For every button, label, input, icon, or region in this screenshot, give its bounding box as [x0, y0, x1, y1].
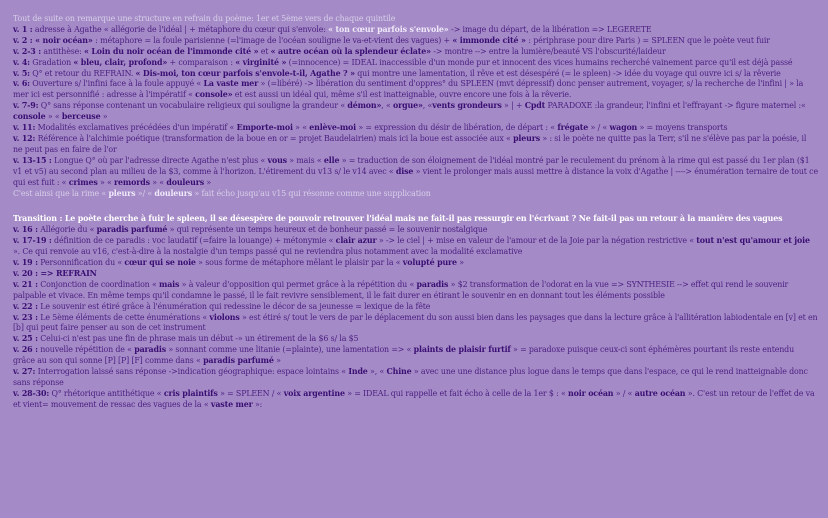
- transition-heading: Transition : Le poète cherche à fuir le spleen, il se désespère de pouvoir retrouver l'idéal mais ne fait-il pas ressurgir en l'écrivant ? Ne fait-il pas un retour à la manière des vagues: [13, 214, 783, 224]
- quote: douleurs: [154, 188, 193, 198]
- quote: wagon: [609, 123, 638, 133]
- quote: vous: [267, 155, 287, 165]
- note-v23: v. 23 : Le 5ème éléments de cette énumérations « violons » est étiré s/ tout le vers de par le déplacement du son aussi bien dans les paysages que dans la lecture grâce à l'allitération labiodentale en [v] et en [b] qui peut faire penser au son de cet instrument: [13, 312, 818, 333]
- note-v25: v. 25 : Celui-ci n'est pas une fin de phrase mais un début -» un étirement de la $6 s/ la $5: [13, 334, 359, 344]
- note-v1: v. 1 : adresse à Agathe « allégorie de l'idéal | + métaphore du cœur qui s'envole: « ton cœur parfois s'envole» -> image du départ, de la libération => LEGERETE: [13, 24, 652, 34]
- verse-ref: v. 2 :: [13, 35, 33, 45]
- note-v28-30: v. 28-30: Q° rhétorique antithétique « cris plaintifs » = SPLEEN / « voix argentine » = IDEAL qui rappelle et fait écho à celle de la 1er $ : « noir océan » / « autre océan ». C'est un retour de l'effet de va et vient= mouvement de ressac des vagues de la « vaste mer »:: [13, 388, 815, 409]
- quote: « noir océan»: [32, 35, 96, 45]
- note-v19: v. 19 : Personnification du « cœur qui se noie » sous forme de métaphore mêlant le plaisir par la « volupté pure »: [13, 258, 464, 268]
- verse-ref: v. 26 :: [13, 345, 38, 355]
- closing-line: C'est ainsi que la rime « pleurs »/ « douleurs » fait écho jusqu'au v15 qui résonne comme une supplication: [13, 188, 431, 198]
- note-v22: v. 22 : Le souvenir est étiré grâce à l'énumération qui redessine le décor de sa jeunesse = lexique de la fête: [13, 301, 431, 311]
- quote: remords: [114, 177, 150, 187]
- verse-ref: v. 19 :: [13, 258, 38, 268]
- note-v5: v. 5: Q° et retour du REFRAIN. « Dis-moi, ton cœur parfois s'envole-t-il, Agathe ? » qui montre une lamentation, il rêve et est désespéré (= le spleen) -> idée du voyage qui ouvre ici s/ la rêverie: [13, 68, 781, 78]
- quote: La vaste mer: [203, 79, 259, 89]
- quote: plaints de plaisir furtif: [413, 345, 511, 355]
- quote: « Dis-moi, ton cœur parfois s'envole-t-il, Agathe ? »: [135, 68, 355, 78]
- note-v2-3: v. 2-3 : antithèse: « Loin du noir océan de l'immonde cité » et « autre océan où la splendeur éclate» -> montre --> entre la lumière/beauté VS l'obscurité/laideur: [13, 46, 666, 56]
- note-v21: v. 21 : Conjonction de coordination « mais » à valeur d'opposition qui permet grâce à la répétition du « paradis » $2 transformation de l'odorat en la vue => SYNTHESIE --> effet qui rend le souvenir palpable et vivace. En même temps qu'il condamne le passé, il le fait revivre sensiblement, il le fait durer en étirant le souvenir en en donnant tout les éléments possible: [13, 279, 789, 300]
- verse-ref: v. 16 :: [13, 225, 38, 235]
- note-v16: v. 16 : Allégorie du « paradis parfumé » qui représente un temps heureux et de bonheur passé = le souvenir nostalgique: [13, 225, 488, 235]
- quote: noir océan: [568, 388, 614, 398]
- verse-ref: v. 22 :: [13, 301, 38, 311]
- quote: voix argentine: [283, 388, 345, 398]
- quote: paradis parfumé: [203, 356, 274, 366]
- abbrev: Cpdt: [524, 101, 546, 111]
- verse-ref: v. 28-30:: [13, 388, 50, 398]
- section-gap: [13, 199, 818, 206]
- quote: Chine: [386, 367, 412, 377]
- verse-ref: v. 25 :: [13, 334, 38, 344]
- quote: « ton cœur parfois s'envole»: [328, 24, 452, 34]
- note-v20: [13, 269, 818, 280]
- verse-ref: v. 13-15 :: [13, 155, 52, 165]
- verse-ref: v. 23 :: [13, 312, 38, 322]
- quote: « immonde cité »: [452, 35, 529, 45]
- verse-ref: v. 21 :: [13, 279, 38, 289]
- quote: pleurs: [513, 133, 541, 143]
- quote: berceuse: [61, 112, 101, 122]
- note-v12: v. 12: Référence à l'alchimie poétique (transformation de la boue en or = projet Baudelairien) mais ici la boue est associée aux « pleurs » : si le poète ne quitte pas la Terr, s'il ne s'élève pas par la poésie, il ne peut pas en faire de l'or: [13, 133, 807, 154]
- quote: elle: [323, 155, 340, 165]
- quote: Emporte-moi: [236, 123, 293, 133]
- quote: crimes: [68, 177, 98, 187]
- quote: volupté pure: [402, 258, 457, 268]
- note-v13-15: v. 13-15 : Longue Q° où par l'adresse directe Agathe n'est plus « vous » mais « elle » = traduction de son éloignement de l'idéal montré par le reculement du prénom à la rime qui est passé du 1er plan ($1 v1 et v5) au second plan au milieu de la $3, comme à l'horizon. L'étirement du v13 s/ le v14 avec « dise » vient le prolonger mais aussi mettre à distance la voix d'Agathe | ----> énumération ternaire de tout ce qui est fuit : « crimes » « remords » « douleurs »: [13, 155, 818, 187]
- note-v11: v. 11: Modalités exclamatives précédées d'un impératif « Emporte-moi » « enlève-moi » = expression du désir de libération, de départ : « frégate » / « wagon » = moyens transports: [13, 123, 728, 133]
- verse-ref: v. 2-3 :: [13, 46, 41, 56]
- verse-ref: v. 11:: [13, 123, 36, 133]
- note-v17-19: v. 17-19 : définition de ce paradis : voc laudatif (=faire la louange) + métonymie « clair azur » -> le ciel | + mise en valeur de l'amour et de la Joie par la négation restrictive « tout n'est qu'amour et joie ». Ce qui renvoie au v16, c'est-à-dire à la nostalgie d'un temps passé qui ne reviendra plus notamment avec la modalité exclamative: [13, 236, 810, 257]
- quote: Inde: [348, 367, 368, 377]
- quote: vaste mer: [210, 399, 253, 409]
- quote: console»: [195, 90, 233, 100]
- verse-ref: v. 1 :: [13, 24, 33, 34]
- quote: « bleu, clair, profond»: [73, 57, 168, 67]
- verse-ref: v. 4:: [13, 57, 30, 67]
- verse-ref: v. 20 : => REFRAIN: [13, 268, 97, 278]
- intro-line: Tout de suite on remarque une structure en refrain du poème: 1er et 5ème vers de chaque quintile: [13, 14, 396, 23]
- quote: démon»: [347, 101, 382, 111]
- quote: clair azur: [335, 236, 377, 246]
- verse-ref: v. 6:: [13, 79, 30, 89]
- note-v7-9: v. 7-9: Q° sans réponse contenant un vocabulaire religieux qui souligne la grandeur « démon», « orgue», «vents grondeurs » | + Cpdt PARADOXE :la grandeur, l'infini et l'effrayant -> figure maternel :« console » « berceuse »: [13, 101, 806, 122]
- quote: vents grondeurs: [432, 101, 502, 111]
- note-v2: v. 2 : « noir océan» : métaphore = la foule parisienne (=l'image de l'océan souligne le va-et-vient des vagues) + « immonde cité » : périphrase pour dire Paris ) = SPLEEN que le poète veut fuir: [13, 35, 770, 45]
- quote: douleurs: [166, 177, 205, 187]
- quote: « Loin du noir océan de l'immonde cité »: [84, 46, 259, 56]
- note-v27: v. 27: Interrogation laissé sans réponse ->indication géographique: espace lointains « Inde », « Chine » avec une une distance plus logue dans le temps que dans l'espace, ce qui le rend inatteignable donc sans réponse: [13, 367, 808, 387]
- quote: « autre océan où la splendeur éclate»: [270, 46, 431, 56]
- quote: cris plaintifs: [163, 388, 218, 398]
- quote: cœur qui se noie: [124, 258, 196, 268]
- quote: violons: [209, 312, 240, 322]
- quote: tout n'est qu'amour et joie: [696, 236, 810, 246]
- quote: paradis: [416, 279, 449, 289]
- note-v26: v. 26 : nouvelle répétition de « paradis » sonnant comme une litanie (=plainte), une lamentation => « plaints de plaisir furtif » = paradoxe puisque ceux-ci sont éphémères pourtant ils reste entendu grâce au son qui sonne [P] [P] [F] comme dans « paradis parfumé »: [13, 345, 795, 366]
- quote: « virginité »: [235, 57, 287, 67]
- quote: frégate: [557, 123, 589, 133]
- verse-ref: v. 5:: [13, 68, 30, 78]
- quote: enlève-moi: [309, 123, 356, 133]
- note-v6: v. 6: Ouverture s/ l'infini face à la foule appuyé « La vaste mer » (=libéré) -> libération du sentiment d'oppres° du SPLEEN (mvt dépressif) donc penser autrement, voyager, s/ la recherche de l'infini | » la mer ici est personnifié : adresse à l'impératif « console» et est aussi un idéal qui, même s'il est inatteignable, ouvre encore une fois à la rêverie.: [13, 79, 804, 100]
- quote: pleurs: [108, 188, 136, 198]
- quote: mais: [159, 279, 180, 289]
- verse-ref: v. 17-19 :: [13, 236, 52, 246]
- quote: paradis parfumé: [96, 225, 168, 235]
- verse-ref: v. 7-9:: [13, 101, 39, 111]
- verse-ref: v. 12:: [13, 133, 36, 143]
- quote: orgue»: [393, 101, 423, 111]
- quote: dise: [395, 166, 414, 176]
- verse-ref: v. 27:: [13, 367, 36, 377]
- note-v4: v. 4: Gradation « bleu, clair, profond» + comparaison : « virginité » (=innocence) = IDEAL inaccessible d'un monde pur et innocent des vices humains recherché vainement parce qu'il est déjà passé: [13, 57, 793, 67]
- quote: paradis: [134, 345, 167, 355]
- quote: autre océan: [634, 388, 686, 398]
- quote: console: [13, 112, 46, 122]
